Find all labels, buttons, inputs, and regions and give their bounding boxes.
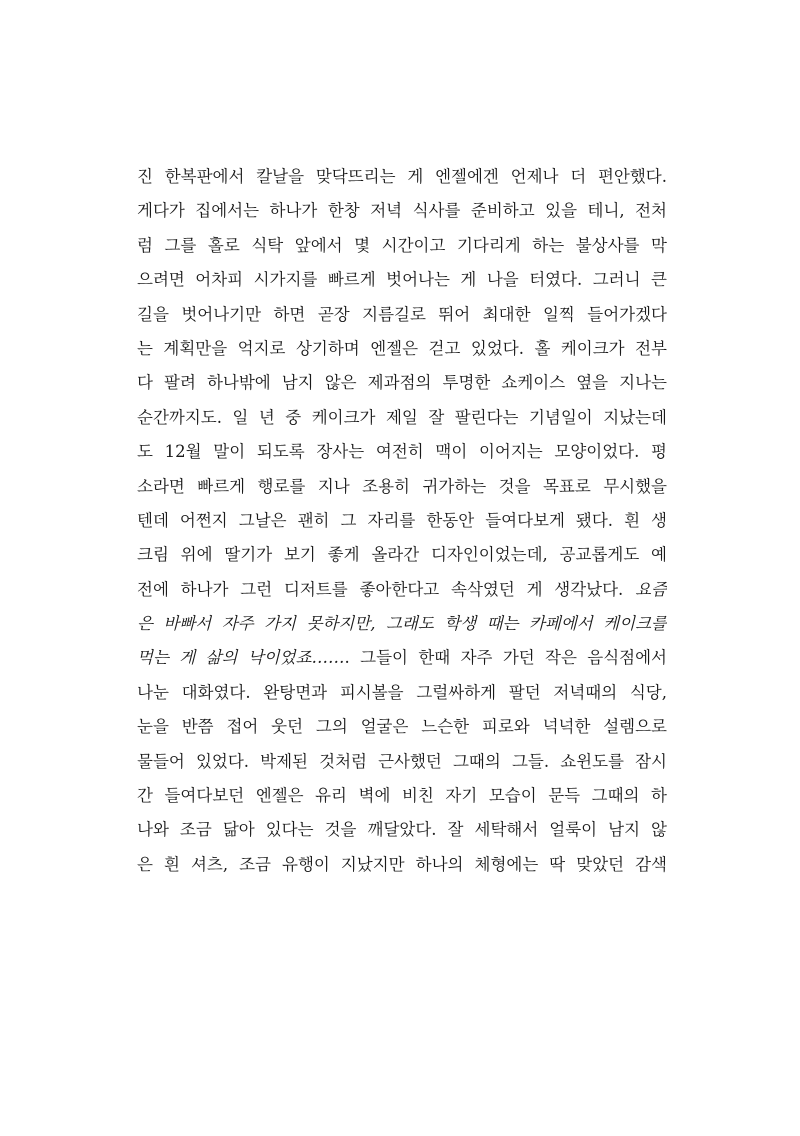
text-segment: 소라면 빠르게 행로를 지나 조용히 귀가하는 것을 목표로 무시했을 — [137, 476, 667, 496]
text-line — [137, 676, 667, 710]
text-line — [137, 229, 667, 263]
text-segment: 게다가 집에서는 하나가 한창 저녁 식사를 준비하고 있을 테니, 전처 — [137, 201, 667, 221]
italic-text-segment: 먹는 게 삶의 낙이었죠…… — [137, 648, 345, 668]
text-line — [137, 332, 667, 366]
text-line — [137, 848, 667, 882]
text-segment: 진 한복판에서 칼날을 맞닥뜨리는 게 엔젤에겐 언제나 더 편안했다. — [137, 167, 667, 186]
text-segment: 텐데 어쩐지 그날은 괜히 그 자리를 한동안 들여다보게 됐다. 흰 생 — [137, 510, 667, 530]
text-line — [137, 435, 667, 469]
body-text — [137, 160, 667, 882]
text-segment: 크림 위에 딸기가 보기 좋게 올라간 디자인이었는데, 공교롭게도 예 — [137, 545, 667, 565]
text-line — [137, 504, 667, 538]
text-segment: 는 계획만을 억지로 상기하며 엔젤은 걷고 있었다. 홀 케이크가 전부 — [137, 338, 667, 358]
text-line — [137, 538, 667, 572]
text-line — [137, 779, 667, 813]
text-segment: 순간까지도. 일 년 중 케이크가 제일 잘 팔린다는 기념일이 지났는데 — [137, 407, 667, 427]
text-line — [137, 813, 667, 847]
text-segment: 나눈 대화였다. 완탕면과 피시볼을 그럴싸하게 팔던 저녁때의 식당, — [137, 682, 667, 702]
text-segment: 길을 벗어나기만 하면 곧장 지름길로 뛰어 최대한 일찍 들어가겠다 — [137, 304, 667, 324]
text-line — [137, 745, 667, 779]
text-line — [137, 470, 667, 504]
text-segment: . 그들이 한때 자주 가던 작은 음식점에서 — [344, 648, 667, 668]
text-segment: 도 12월 말이 되도록 장사는 여전히 맥이 이어지는 모양이었다. 평 — [137, 442, 667, 462]
text-segment: 럼 그를 홀로 식탁 앞에서 몇 시간이고 기다리게 하는 불상사를 막 — [137, 235, 667, 255]
text-segment: 으려면 어차피 시가지를 빠르게 벗어나는 게 나을 터였다. 그러니 큰 — [137, 270, 667, 290]
italic-text-segment: 요즘 — [635, 579, 667, 599]
text-line — [137, 366, 667, 400]
text-segment: 간 들여다보던 엔젤은 유리 벽에 비친 자기 모습이 문득 그때의 하 — [137, 786, 667, 806]
text-line — [137, 194, 667, 228]
text-segment: 은 흰 셔츠, 조금 유행이 지났지만 하나의 체형에는 딱 맞았던 감색 — [137, 854, 667, 874]
text-segment: 나와 조금 닮아 있다는 것을 깨달았다. 잘 세탁해서 얼룩이 남지 않 — [137, 820, 667, 840]
text-line — [137, 641, 667, 675]
text-segment: 전에 하나가 그런 디저트를 좋아한다고 속삭였던 게 생각났다. — [137, 579, 636, 599]
text-line — [137, 710, 667, 744]
italic-text-segment: 은 바빠서 자주 가지 못하지만, 그래도 학생 때는 카페에서 케이크를 — [137, 614, 667, 634]
text-line — [137, 401, 667, 435]
text-line — [137, 263, 667, 297]
text-line — [137, 607, 667, 641]
text-segment: 물들어 있었다. 박제된 것처럼 근사했던 그때의 그들. 쇼윈도를 잠시 — [137, 751, 667, 771]
text-line — [137, 298, 667, 332]
text-line — [137, 573, 667, 607]
text-line — [137, 160, 667, 194]
text-segment: 눈을 반쯤 접어 웃던 그의 얼굴은 느슨한 피로와 넉넉한 설렘으로 — [137, 717, 667, 737]
text-segment: 다 팔려 하나밖에 남지 않은 제과점의 투명한 쇼케이스 옆을 지나는 — [137, 373, 667, 393]
